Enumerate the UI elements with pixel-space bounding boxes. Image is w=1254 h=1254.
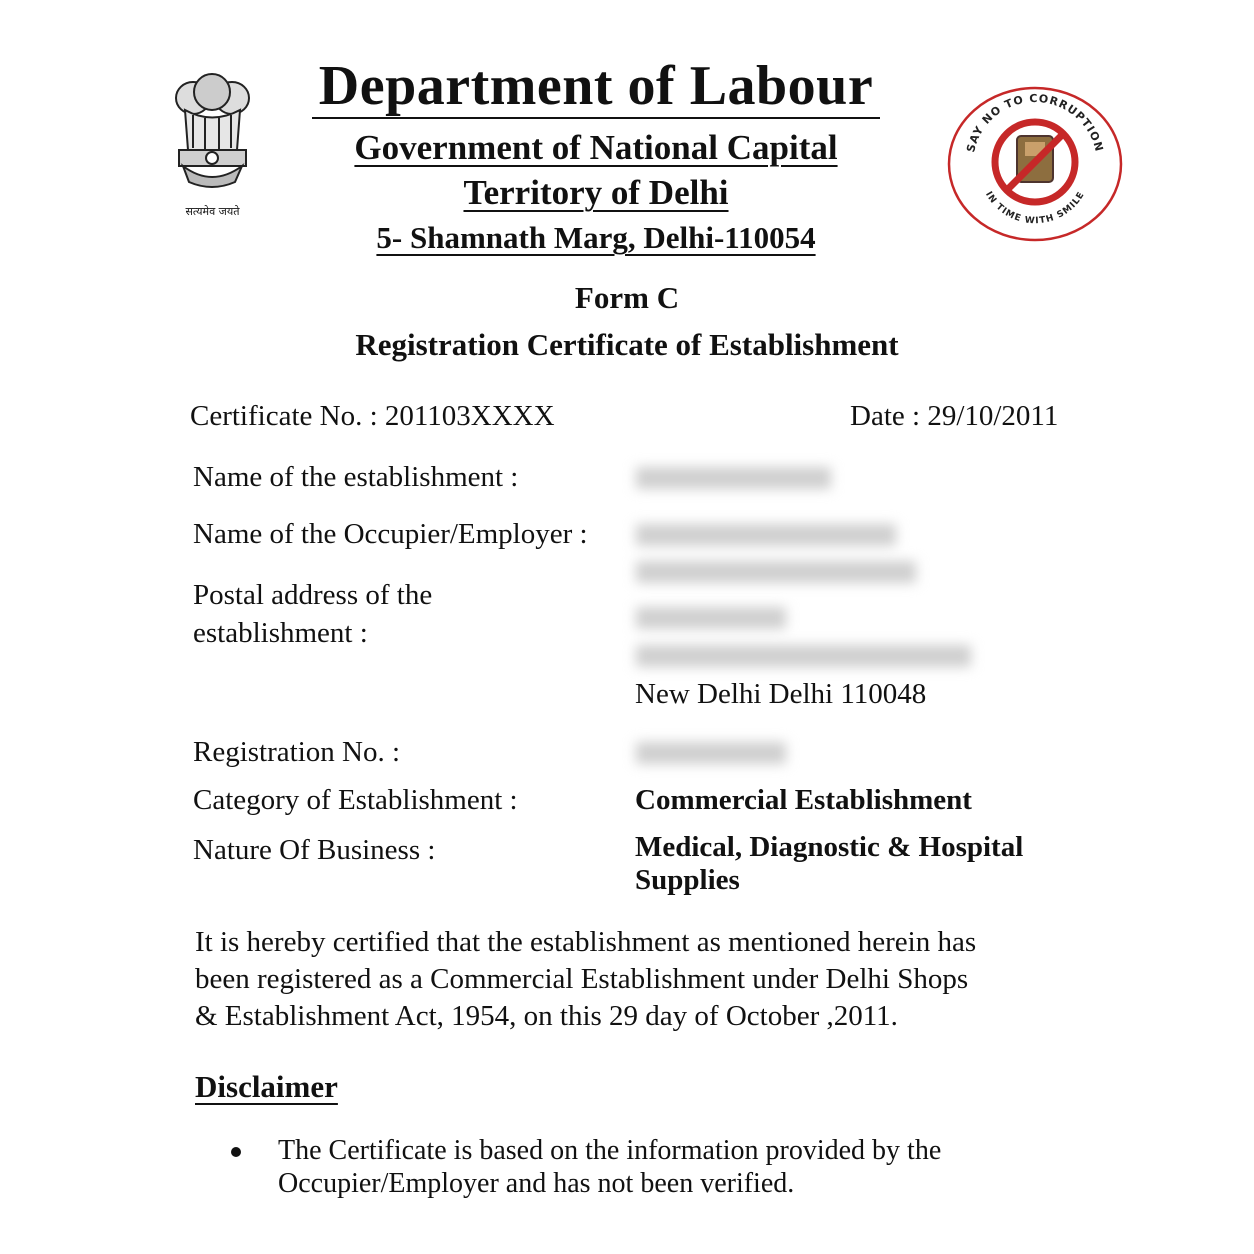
nature-label: Nature Of Business : <box>193 834 436 866</box>
postal-label-2: establishment : <box>193 617 368 649</box>
anti-corruption-seal <box>945 84 1125 244</box>
certification-line-3: & Establishment Act, 1954, on this 29 day of October ,2011. <box>195 1000 898 1032</box>
title-underline <box>312 117 880 119</box>
certificate-number-value: 201103XXXX <box>384 400 555 432</box>
government-line-1-text: Government of National Capital <box>354 128 838 167</box>
government-line-2 <box>300 173 892 213</box>
postal-city-line: New Delhi Delhi 110048 <box>635 678 927 710</box>
redacted-address-line-2 <box>636 645 971 667</box>
bullet-icon <box>231 1147 241 1157</box>
disclaimer-bullet-line-2: Occupier/Employer and has not been verified. <box>278 1168 795 1199</box>
certificate-number <box>190 398 555 434</box>
seal-top-text: SAY NO TO CORRUPTION <box>964 91 1106 154</box>
emblem-motto: सत्यमेव जयते <box>185 205 240 218</box>
redacted-establishment-name <box>636 467 831 489</box>
postal-label-1: Postal address of the <box>193 579 433 611</box>
certificate-date-value: 29/10/2011 <box>927 400 1059 432</box>
category-label: Category of Establishment : <box>193 784 518 816</box>
registration-label: Registration No. : <box>193 736 401 768</box>
redacted-employer-name-2 <box>636 561 916 583</box>
form-subtitle: Registration Certificate of Establishment <box>355 327 899 362</box>
disclaimer-bullet <box>278 1134 1078 1200</box>
disclaimer-heading <box>195 1068 338 1106</box>
government-line-1 <box>300 128 892 168</box>
office-address-text: 5- Shamnath Marg, Delhi-110054 <box>376 220 816 255</box>
certificate-date <box>850 398 1058 434</box>
employer-label: Name of the Occupier/Employer : <box>193 518 588 550</box>
redacted-address-line-1 <box>636 607 786 629</box>
certificate-number-label: Certificate No. : <box>190 400 378 432</box>
disclaimer-heading-text: Disclaimer <box>195 1069 338 1104</box>
nature-value-line-1: Medical, Diagnostic & Hospital <box>635 831 1024 863</box>
nature-value-line-2: Supplies <box>635 864 740 896</box>
government-line-2-text: Territory of Delhi <box>463 173 729 212</box>
lion-capital-icon <box>165 70 260 195</box>
redacted-registration-number <box>636 742 786 764</box>
national-emblem <box>165 70 260 218</box>
establishment-name-label: Name of the establishment : <box>193 461 519 493</box>
certification-paragraph <box>195 924 1075 1035</box>
redacted-employer-name <box>636 524 896 546</box>
nature-value <box>635 831 1023 897</box>
department-title: Department of Labour <box>318 55 874 117</box>
office-address <box>300 218 892 258</box>
seal-bottom-text: IN TIME WITH SMILE <box>983 190 1088 227</box>
certification-line-1: It is hereby certified that the establishment as mentioned herein has <box>195 926 977 958</box>
disclaimer-bullet-line-1: The Certificate is based on the information provided by the <box>278 1135 942 1166</box>
category-value: Commercial Establishment <box>635 784 972 816</box>
certification-line-2: been registered as a Commercial Establishment under Delhi Shops <box>195 963 969 995</box>
form-title: Form C <box>574 280 680 315</box>
certificate-date-label: Date : <box>850 400 921 432</box>
